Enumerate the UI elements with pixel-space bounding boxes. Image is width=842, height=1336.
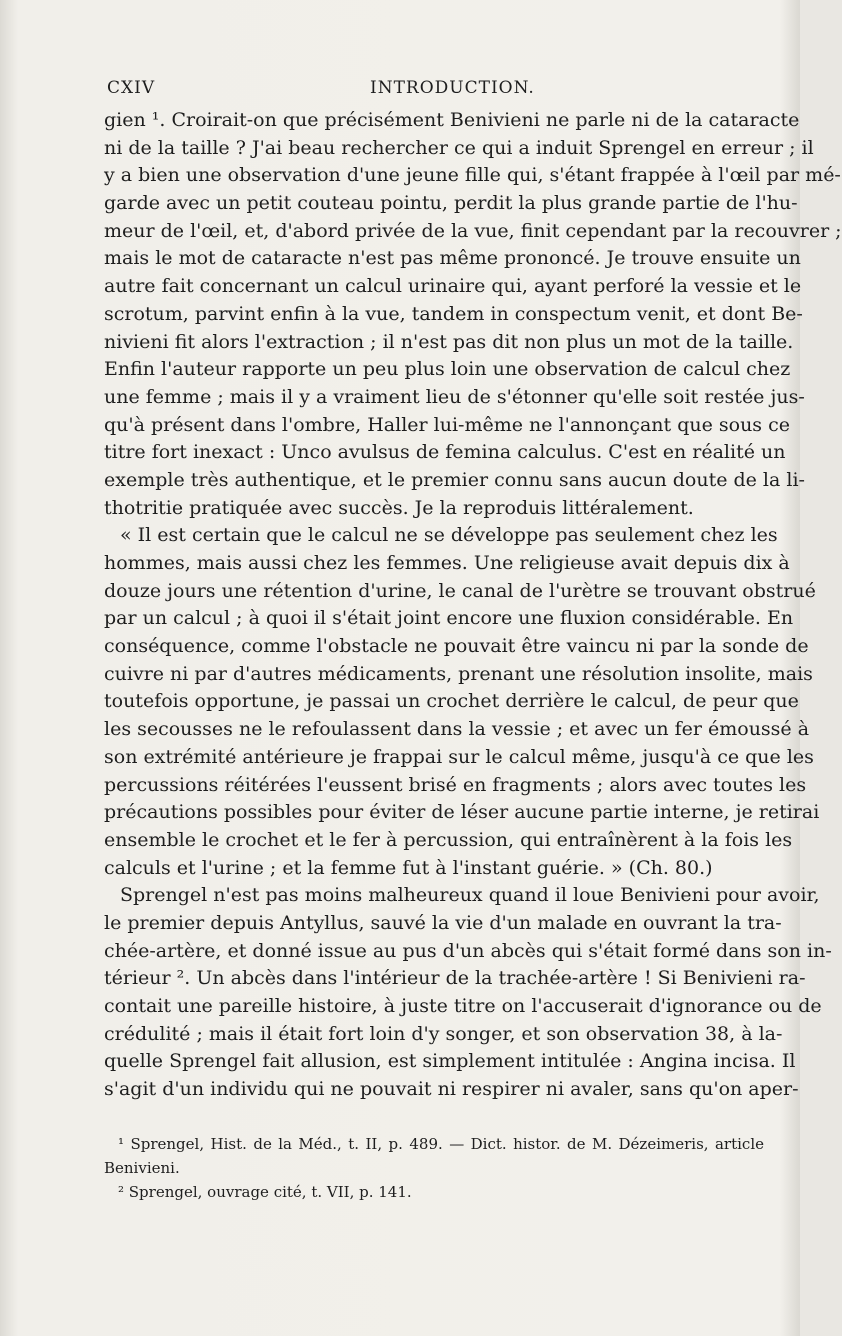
text-line: Enfin l'auteur rapporte un peu plus loin une observation de calcul chez — [104, 358, 791, 381]
running-head — [107, 78, 762, 102]
footnote-line: Benivieni. — [104, 1159, 180, 1177]
text-line: percussions réitérées l'eussent brisé en fragments ; alors avec toutes les — [104, 773, 807, 796]
body-text — [104, 107, 842, 1104]
text-line: hommes, mais aussi chez les femmes. Une religieuse avait depuis dix à — [104, 552, 790, 574]
text-line: le premier depuis Antyllus, sauvé la vie d'un malade en ouvrant la tra- — [104, 911, 782, 934]
text-line: gien ¹. Croirait-on que précisément Benivieni ne parle ni de la cataracte — [104, 109, 800, 131]
text-line: mais le mot de cataracte n'est pas même prononcé. Je trouve ensuite un — [104, 247, 801, 270]
text-line: thotritie pratiquée avec succès. Je la reproduis littéralement. — [104, 496, 694, 519]
text-line: nivieni fit alors l'extraction ; il n'est pas dit non plus un mot de la taille. — [104, 330, 794, 353]
text-line: contait une pareille histoire, à juste titre on l'accuserait d'ignorance ou de — [104, 995, 822, 1017]
text-line: conséquence, comme l'obstacle ne pouvait être vaincu ni par la sonde de — [104, 635, 809, 658]
text-line: quelle Sprengel fait allusion, est simplement intitulée : Angina incisa. Il — [104, 1050, 796, 1073]
text-line: térieur ². Un abcès dans l'intérieur de la trachée-artère ! Si Benivieni ra- — [104, 967, 806, 990]
text-line: cuivre ni par d'autres médicaments, prenant une résolution insolite, mais — [104, 662, 813, 685]
text-line: Sprengel n'est pas moins malheureux quand il loue Benivieni pour avoir, — [120, 884, 820, 907]
text-line: autre fait concernant un calcul urinaire qui, ayant perforé la vessie et le — [104, 275, 802, 298]
text-line: son extrémité antérieure je frappai sur le calcul même, jusqu'à ce que les — [104, 745, 814, 768]
text-line: meur de l'œil, et, d'abord privée de la vue, finit cependant par la recouvrer ; — [104, 219, 842, 242]
footnote-line: ¹ Sprengel, Hist. de la Méd., t. II, p. 489. — Dict. histor. de M. Dézeimeris, article — [118, 1135, 764, 1153]
text-line: chée-artère, et donné issue au pus d'un abcès qui s'était formé dans son in- — [104, 939, 832, 962]
text-line: les secousses ne le refoulassent dans la vessie ; et avec un fer émoussé à — [104, 718, 810, 741]
text-line: qu'à présent dans l'ombre, Haller lui-même ne l'annonçant que sous ce — [104, 413, 790, 436]
text-line: douze jours une rétention d'urine, le canal de l'urètre se trouvant obstrué — [104, 579, 816, 602]
running-title: INTRODUCTION. — [370, 78, 535, 98]
text-line: ni de la taille ? J'ai beau rechercher ce qui a induit Sprengel en erreur ; il — [104, 136, 814, 159]
page-number: CXIV — [107, 78, 156, 98]
footnote-line: ² Sprengel, ouvrage cité, t. VII, p. 141. — [118, 1183, 412, 1201]
text-line: « Il est certain que le calcul ne se développe pas seulement chez les — [120, 524, 778, 547]
footnotes — [104, 1132, 764, 1204]
text-line: y a bien une observation d'une jeune fille qui, s'étant frappée à l'œil par mé- — [104, 164, 841, 187]
text-line: titre fort inexact : Unco avulsus de femina calculus. C'est en réalité un — [104, 441, 786, 464]
text-line: précautions possibles pour éviter de léser aucune partie interne, je retirai — [104, 801, 820, 824]
text-line: calculs et l'urine ; et la femme fut à l'instant guérie. » (Ch. 80.) — [104, 856, 713, 879]
text-line: exemple très authentique, et le premier connu sans aucun doute de la li- — [104, 468, 805, 491]
text-line: toutefois opportune, je passai un crochet derrière le calcul, de peur que — [104, 690, 799, 713]
text-line: par un calcul ; à quoi il s'était joint encore une fluxion considérable. En — [104, 607, 794, 630]
text-line: s'agit d'un individu qui ne pouvait ni respirer ni avaler, sans qu'on aper- — [104, 1078, 799, 1101]
text-line: une femme ; mais il y a vraiment lieu de s'étonner qu'elle soit restée jus- — [104, 385, 805, 408]
text-line: scrotum, parvint enfin à la vue, tandem in conspectum venit, et dont Be- — [104, 302, 803, 325]
text-line: ensemble le crochet et le fer à percussion, qui entraînèrent à la fois les — [104, 828, 793, 851]
text-line: garde avec un petit couteau pointu, perdit la plus grande partie de l'hu- — [104, 192, 798, 215]
text-line: crédulité ; mais il était fort loin d'y songer, et son observation 38, à la- — [104, 1022, 783, 1045]
